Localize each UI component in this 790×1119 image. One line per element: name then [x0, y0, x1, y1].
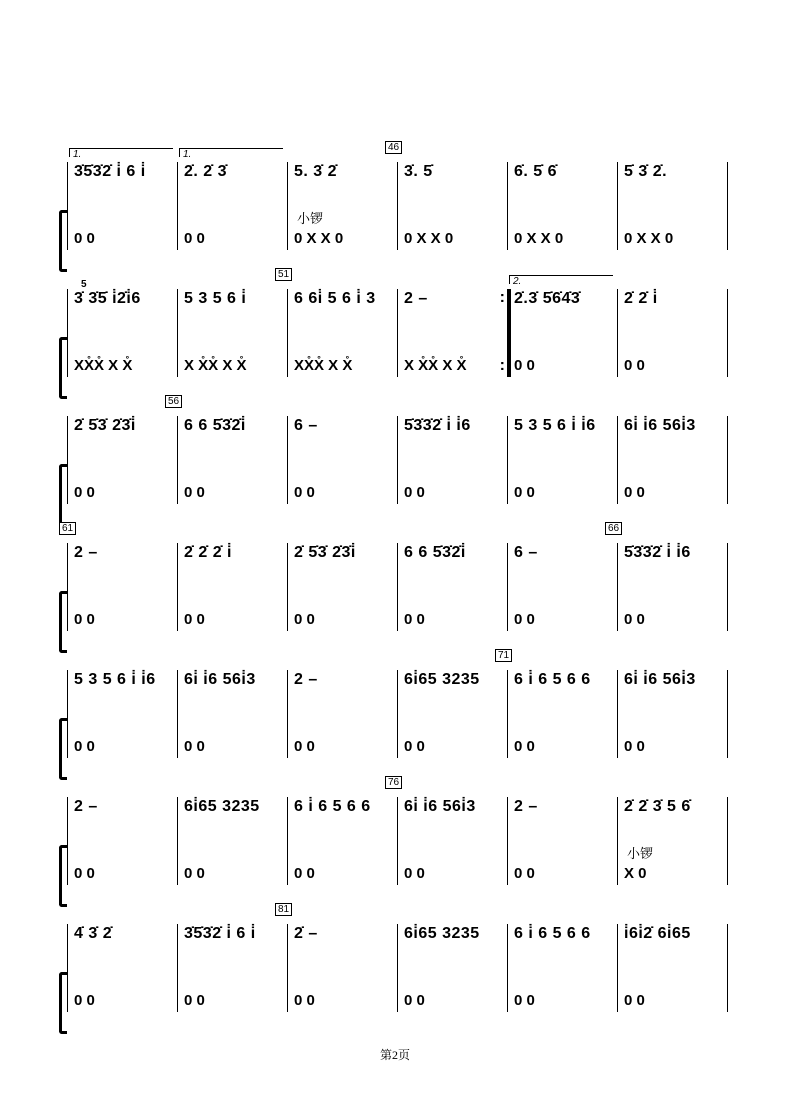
melody-notes: 2̇.3̇ 5̇6̇4̇3̇: [514, 290, 581, 307]
barline: [727, 797, 728, 885]
measure: [67, 658, 177, 788]
system-brace: [59, 210, 67, 272]
melody-notes: 6 i̇ 6 5 6 6: [294, 798, 371, 815]
measure: [608, 523, 727, 661]
measure: [397, 912, 507, 1042]
melody-notes: 5 3 5 6 i̇ i̇6: [514, 417, 596, 434]
percussion-notes: 0 0: [514, 357, 535, 374]
melody-notes: 6 i̇ 6 5 6 6: [514, 925, 591, 942]
measure: [287, 531, 397, 661]
measure: [177, 531, 287, 661]
measure: [507, 531, 617, 661]
melody-notes: 2 –: [294, 671, 318, 688]
volta-bracket: 1.: [179, 148, 283, 157]
percussion-notes: 0 0: [184, 865, 205, 882]
melody-notes: 2̇ 2̇ i̇: [624, 290, 658, 307]
percussion-notes: X 0: [624, 865, 647, 882]
measure-number: 46: [385, 141, 402, 154]
system-brace: [59, 972, 67, 1034]
melody-notes: 6i̇ i̇6 56i̇3: [404, 798, 476, 815]
melody-notes: 5 3 5 6 i̇ i̇6: [74, 671, 156, 688]
measure-number: 81: [275, 903, 292, 916]
melody-notes: 3̇. 5̇: [404, 163, 433, 180]
melody-notes: 6 –: [294, 417, 318, 434]
measure-number: 56: [165, 395, 182, 408]
percussion-notes: 0 0: [514, 611, 535, 628]
percussion-notes: 0 0: [404, 611, 425, 628]
percussion-notes: 0 X X 0: [404, 230, 454, 247]
score-system: [0, 904, 790, 1042]
measure: [617, 785, 727, 915]
grace-note: 5: [81, 279, 87, 290]
percussion-notes: XX̊X̊ X X̊: [294, 357, 353, 374]
score-system: [0, 523, 790, 661]
system-brace: [59, 591, 67, 653]
percussion-notes: 0 0: [184, 992, 205, 1009]
page-footer: 第2页: [379, 1048, 410, 1062]
score-system: [0, 650, 790, 788]
measure: [67, 277, 177, 407]
percussion-notes: 0 0: [294, 611, 315, 628]
melody-notes: 6i̇ i̇6 56i̇3: [184, 671, 256, 688]
percussion-notes: 0 0: [74, 865, 95, 882]
measure: [617, 404, 727, 534]
melody-notes: 6 6 5̇3̇2̇i̇: [404, 544, 466, 561]
melody-notes: 5 3 5 6 i̇: [184, 290, 247, 307]
melody-notes: 3̇5̇3̇2̇ i̇ 6 i̇: [184, 925, 256, 942]
percussion-notes: 0 0: [624, 484, 645, 501]
instrument-label: 小锣: [627, 846, 654, 861]
percussion-notes: 0 0: [184, 484, 205, 501]
system-brace: [59, 845, 67, 907]
measure-number: 61: [59, 522, 76, 535]
measure: [177, 912, 287, 1042]
melody-notes: 5̇3̇3̇2̇ i̇ i̇6: [404, 417, 471, 434]
percussion-notes: 0 0: [624, 611, 645, 628]
measure-number: 66: [605, 522, 622, 535]
melody-notes: 5̇3̇3̇2̇ i̇ i̇6: [624, 544, 691, 561]
measure: [507, 912, 617, 1042]
measure: [287, 404, 397, 534]
measure: [617, 277, 727, 407]
measure: [507, 150, 617, 280]
barline: [727, 670, 728, 758]
barline: [727, 162, 728, 250]
barline: [727, 543, 728, 631]
melody-notes: 2 –: [404, 290, 428, 307]
percussion-notes: 0 0: [294, 865, 315, 882]
barline: [727, 924, 728, 1012]
volta-bracket: 2.: [509, 275, 613, 284]
measure: [388, 142, 507, 280]
melody-notes: 2 –: [74, 798, 98, 815]
melody-notes: 6 6 5̇3̇2̇i̇: [184, 417, 246, 434]
percussion-notes: 0 X X 0: [514, 230, 564, 247]
percussion-notes: 0 0: [74, 484, 95, 501]
repeat-sign: :: [499, 289, 505, 306]
instrument-label: 小锣: [297, 211, 324, 226]
measure: [498, 650, 617, 788]
percussion-notes: 0 0: [624, 357, 645, 374]
percussion-notes: XX̊X̊ X X̊: [74, 357, 133, 374]
measure: [287, 785, 397, 915]
measure: [388, 777, 507, 915]
barline: [727, 289, 728, 377]
melody-notes: i̇6i̇2̇ 6i̇65: [624, 925, 691, 942]
volta-bracket: 1.: [69, 148, 173, 157]
melody-notes: 2̇ 2̇ 3̇ 5 6̇: [624, 798, 691, 815]
melody-notes: 5̇ 3̇ 2̇.: [624, 163, 668, 180]
melody-notes: 2̇ –: [294, 925, 318, 942]
measure: [617, 658, 727, 788]
melody-notes: 6i̇65 3235: [184, 798, 260, 815]
measure: [67, 785, 177, 915]
melody-notes: 2̇ 2̇ 2̇ i̇: [184, 544, 232, 561]
measure: [62, 523, 177, 661]
measure: [507, 785, 617, 915]
percussion-notes: 0 0: [404, 484, 425, 501]
percussion-notes: 0 X X 0: [294, 230, 344, 247]
melody-notes: 6 i̇ 6 5 6 6: [514, 671, 591, 688]
percussion-notes: 0 0: [184, 230, 205, 247]
measure: [177, 658, 287, 788]
percussion-notes: 0 0: [294, 484, 315, 501]
percussion-notes: 0 0: [74, 992, 95, 1009]
measure-number: 51: [275, 268, 292, 281]
melody-notes: 6̇. 5̇ 6̇: [514, 163, 558, 180]
measure: [397, 531, 507, 661]
percussion-notes: 0 0: [514, 865, 535, 882]
melody-notes: 6i̇ i̇6 56i̇3: [624, 671, 696, 688]
melody-notes: 6i̇65 3235: [404, 925, 480, 942]
measure: [397, 277, 507, 407]
measure: [278, 904, 397, 1042]
melody-notes: 6 –: [514, 544, 538, 561]
percussion-notes: 0 0: [74, 230, 95, 247]
melody-notes: 4̇ 3̇ 2̇: [74, 925, 113, 942]
system-brace: [59, 718, 67, 780]
melody-notes: 5. 3̇ 2̇: [294, 163, 338, 180]
measure: [278, 269, 397, 407]
measure: [287, 658, 397, 788]
melody-notes: 6i̇65 3235: [404, 671, 480, 688]
measure: [177, 785, 287, 915]
percussion-notes: 0 0: [624, 738, 645, 755]
melody-notes: 3̇ 3̇5̇ i̇2̇i̇6: [74, 290, 141, 307]
percussion-notes: 0 0: [404, 992, 425, 1009]
measure: [507, 277, 617, 407]
measure: [397, 658, 507, 788]
melody-notes: 2̇ 5̇3̇ 2̇3̇i̇: [74, 417, 136, 434]
measure: [397, 404, 507, 534]
percussion-notes: 0 0: [404, 738, 425, 755]
barline: [727, 416, 728, 504]
percussion-notes: 0 0: [514, 992, 535, 1009]
score-system: [0, 396, 790, 534]
percussion-notes: 0 X X 0: [624, 230, 674, 247]
measure: [177, 150, 287, 280]
measure-number: 76: [385, 776, 402, 789]
percussion-notes: 0 0: [514, 484, 535, 501]
melody-notes: 6i̇ i̇6 56i̇3: [624, 417, 696, 434]
percussion-notes: 0 0: [184, 611, 205, 628]
measure: [67, 150, 177, 280]
measure: [287, 150, 397, 280]
system-brace: [59, 337, 67, 399]
measure: [177, 277, 287, 407]
measure: [67, 404, 177, 534]
melody-notes: 6 6i̇ 5 6 i̇ 3: [294, 290, 376, 307]
percussion-notes: 0 0: [404, 865, 425, 882]
score-system: [0, 269, 790, 407]
score-system: [0, 777, 790, 915]
melody-notes: 2 –: [514, 798, 538, 815]
percussion-notes: 0 0: [294, 738, 315, 755]
measure: [67, 912, 177, 1042]
percussion-notes: 0 0: [74, 738, 95, 755]
percussion-notes: 0 0: [294, 992, 315, 1009]
measure: [617, 150, 727, 280]
melody-notes: 2̇ 5̇3̇ 2̇3̇i̇: [294, 544, 356, 561]
percussion-notes: 0 0: [74, 611, 95, 628]
melody-notes: 2̇. 2̇ 3̇: [184, 163, 228, 180]
measure: [507, 404, 617, 534]
melody-notes: 3̇5̇3̇2̇ i̇ 6 i̇: [74, 163, 146, 180]
percussion-notes: X X̊X̊ X X̊: [184, 357, 247, 374]
system-brace: [59, 464, 67, 526]
percussion-notes: 0 0: [514, 738, 535, 755]
percussion-notes: 0 0: [624, 992, 645, 1009]
repeat-sign-lower: :: [499, 357, 505, 374]
score-system: [0, 142, 790, 280]
melody-notes: 2 –: [74, 544, 98, 561]
measure-number: 71: [495, 649, 512, 662]
measure: [617, 912, 727, 1042]
percussion-notes: X X̊X̊ X X̊: [404, 357, 467, 374]
measure: [168, 396, 287, 534]
percussion-notes: 0 0: [184, 738, 205, 755]
